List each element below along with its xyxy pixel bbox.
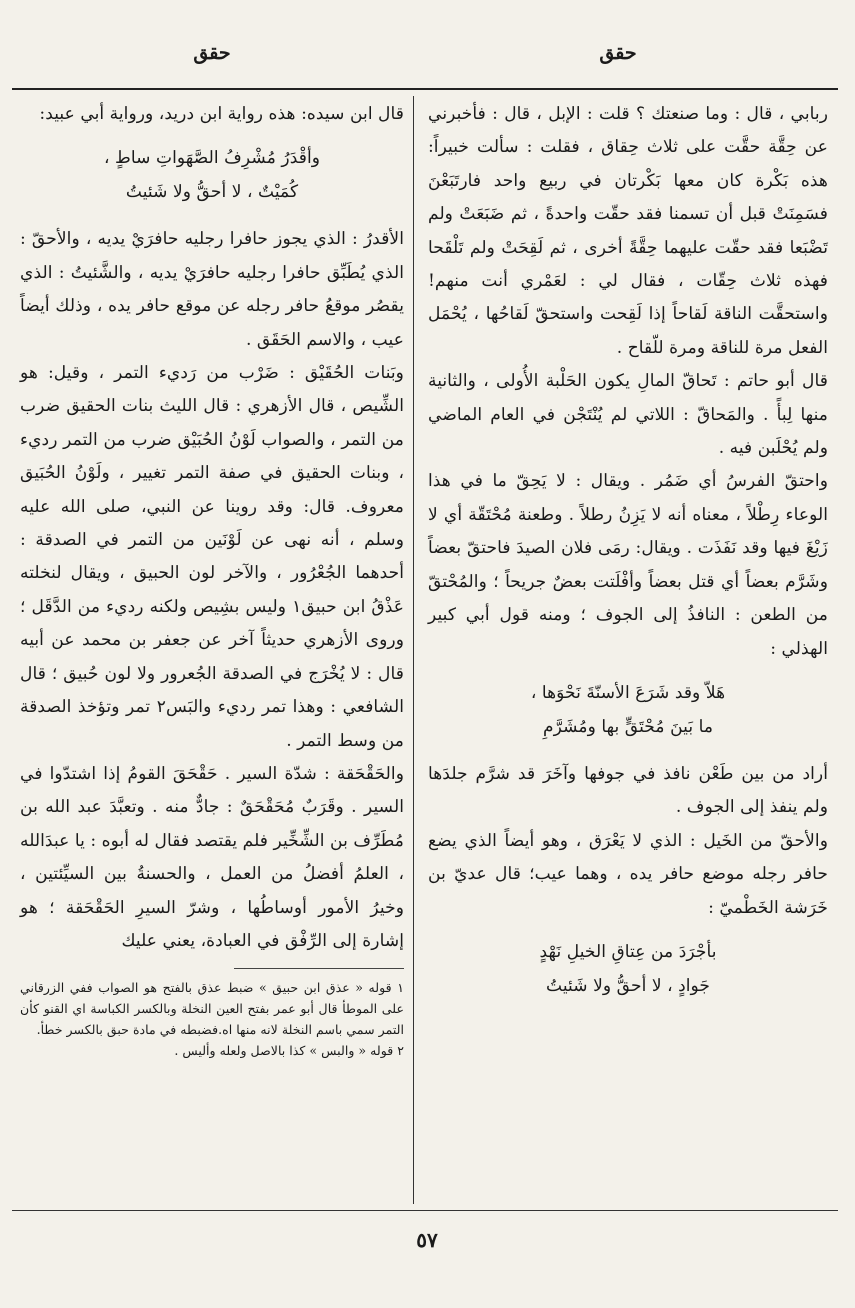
left-column [20, 98, 404, 1061]
verse-line: وأقْدَرُ مُشْرِفُ الصَّهَواتِ ساطٍ ، [103, 148, 321, 169]
footnote-rule [234, 968, 404, 969]
paragraph: الأقدرُ : الذي يجوز حافرا رجليه حافرَيْ يديه ، والأحقّ : الذي يُطَبِّق حافرا رجليه حافرَيْ يديه ، والشَّئيتُ : الذي يقصُر موقعُ حافر رجله عن موقع حافر يده ، وذلك أيضاً عيب ، والاسم الحَقَق . [20, 229, 404, 350]
paragraph: والأحقّ من الخَيل : الذي لا يَعْرَق ، وهو أيضاً الذي يضع حافر رجله موضع حافر يده ، وهما عيب؛ قال عديّ بن خَرَشة الخَطْميّ : [428, 830, 828, 918]
verse-block [20, 141, 404, 209]
footnote: ٢ قوله « والبس » كذا بالاصل ولعله وأليس . [174, 1043, 404, 1059]
paragraph: أراد من بين طَعْن نافذ في جوفها وآخَرَ قد شرَّم جلدَها ولم ينفذ إلى الجوف . [428, 763, 828, 818]
bottom-rule [12, 1210, 838, 1211]
paragraph: وبَنات الحُقَيْق : ضَرْب من رَديء التمر ، وقيل: هو الشِّيص ، قال الأزهري : قال الليث بنات الحقيق ضرب من التمر ، والصواب لَوْنُ الحُبَيْق ضرب من التمر رديء ، وبنات الحقيق في صفة التمر تغيير ، ولَوْنُ الحُبَيق معروف. قال: وقد روينا عن النبي، صلى الله عليه وسلم ، أنه نهى عن لَوْنَين من التمر في الصدقة : أحدهما الجُعْرُور ، والآخر لون الحبيق ، ويقال لنخلته عَذْقُ ابن حبيق١ وليس بشِيص ولكنه رديء من الدَّقَل ؛ وروى الأزهري حديثاً آخر عن جعفر بن محمد عن أبيه قال : لا يُخْرَج في الصدقة الجُعرور ولا لون حُبيق ؛ قال الشافعي : وهذا تمر رديء والبَس٢ تمر وتؤخذ الصدقة من وسط التمر . [20, 363, 404, 751]
verse-line: هَلاّ وقد شَرَعَ الأسنّةَ نَحْوَها ، [530, 682, 726, 703]
verse-line: جَوادٍ ، لا أحقُّ ولا شَئيتُ [545, 975, 711, 996]
footnotes [20, 977, 404, 1061]
verse-block [428, 676, 828, 744]
right-column-header: حقق [599, 42, 637, 64]
page-number: ٥٧ [416, 1228, 438, 1252]
paragraph: ربابي ، قال : وما صنعتك ؟ قلت : الإبل ، قال : فأخبرني عن حِقَّة حقَّت على ثلاث حِقاق ، فقلت : سألت خبيراً: هذه بَكْرة كان معها بَكْرتان في ربيع واحد فارتَبَعْنَ فسَمِنَتْ قبل أن تسمنا فقد حقّت واحدةً ، ثم ضَبَعَتْ ولم تَضْبَعا فقد حقّت عليهما حِقَّةً أخرى ، ثم لَقِحَتْ ولم تَلْقَحا فهذه ثلاث حِقّات ، فقال لي : لعَمْري أنت منهم! واستحقَّت الناقة لَقاحاً إذا لَقِحت واستحقّ لَقاحُها ، يُحْمَل الفعل مرة للناقة ومرة للّقاح . [428, 104, 828, 358]
paragraph: والحَقْحَقة : شدّة السير . حَقْحَقَ القومُ إذا اشتدّوا في السير . وقَرَبٌ مُحَقْحَقٌ : جادٌّ منه . وتعبَّدَ عبد الله بن مُطَرِّف بن الشِّخِّير فلم يقتصد فقال له أبوه : يا عبدَالله ، العلمُ أفضلُ من العمل ، والحسنةُ بين السيِّئتين ، وخيرُ الأمور أوساطُها ، وشرّ السيرِ الحَقْحَقة ؛ هو إشارة إلى الرِّفْق في العبادة، يعني عليك [20, 763, 404, 951]
verse-block [428, 935, 828, 1003]
verse-line: كُمَيْتٌ ، لا أحقُّ ولا شَئيتُ [125, 182, 299, 203]
column-divider [413, 96, 414, 1204]
right-column [428, 98, 828, 1017]
paragraph: قال ابن سيده: هذه رواية ابن دريد، ورواية أبي عبيد: [39, 104, 404, 124]
verse-line: بأجْرَدَ من عِتاقِ الخيلِ نَهْدٍ [539, 941, 717, 962]
paragraph: قال أبو حاتم : تَحاقّ المالِ يكون الحَلْبة الأُولى ، والثانية منها لِبأً . والمَحاقّ : اللاتي لم يُنْتَجْن في العام الماضي ولم يُحْلَبن فيه . [428, 371, 828, 459]
footnote: ١ قوله « عذق ابن حبيق » ضبط عذق بالفتح هو الصواب ففي الزرقاني على الموطأ قال أبو عمر بفتح العين النخلة وبالكسر الكباسة اي القنو كأن التمر سمي باسم النخلة لانه منها اه.فضبطه في مادة حبق بالكسر خطأ. [20, 980, 404, 1038]
left-column-header: حقق [193, 42, 231, 64]
top-rule [12, 88, 838, 90]
paragraph: واحتقّ الفرسُ أي ضَمُر . ويقال : لا يَحِقّ ما في هذا الوعاء رِطْلاً ، معناه أنه لا يَزِنُ رطلاً . وطعنة مُحْتَقّة أي لا زَيْغَ فيها وقد نَفَذَت . ويقال: رمَى فلان الصيدَ فاحتقّ بعضاً وشَرَّم بعضاً أي قتل بعضاً وأفْلَتت بعضٌ جريحاً ؛ والمُحْتقّ من الطعن : النافذُ إلى الجوف ؛ ومنه قول أبي كبير الهذلي : [428, 471, 828, 659]
verse-line: ما بَينَ مُحْتَقٍّ بها ومُشَرَّمِ [542, 716, 714, 737]
